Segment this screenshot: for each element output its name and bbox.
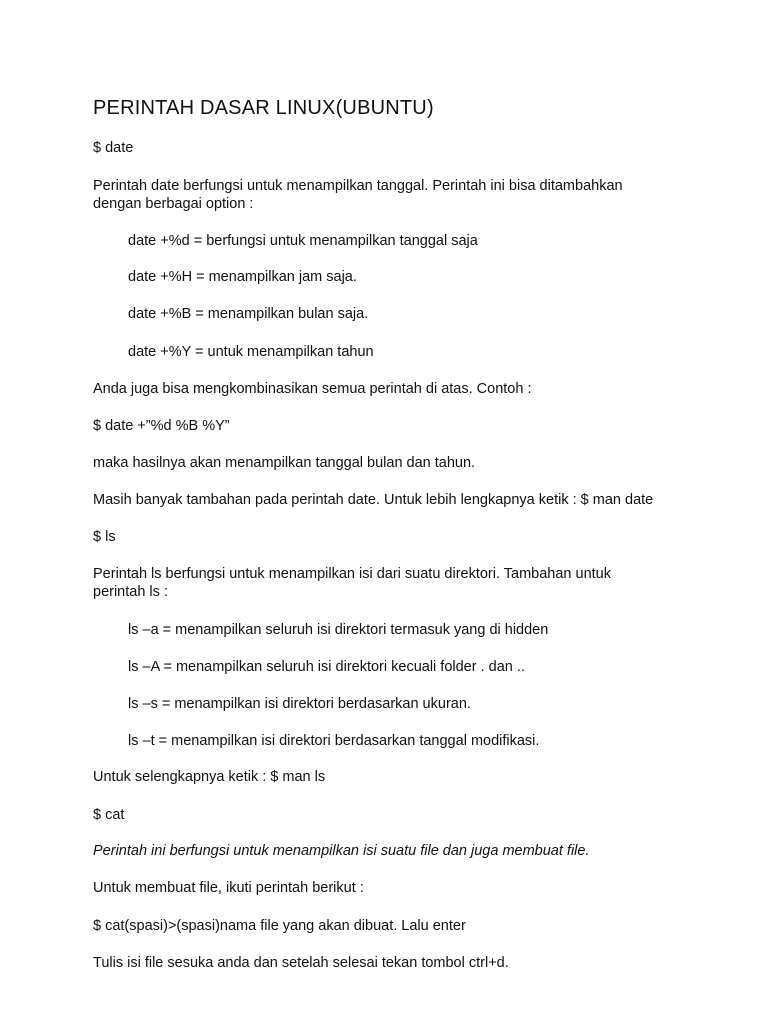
cat-command: $ cat(spasi)>(spasi)nama file yang akan dibuat. Lalu enter bbox=[93, 918, 466, 934]
ls-option-A: ls –A = menampilkan seluruh isi direktori kecuali folder . dan .. bbox=[128, 659, 525, 675]
date-heading: $ date bbox=[93, 140, 134, 156]
date-option-h: date +%H = menampilkan jam saja. bbox=[128, 269, 357, 285]
cat-description: Perintah ini berfungsi untuk menampilkan isi suatu file dan juga membuat file. bbox=[93, 843, 590, 859]
ls-heading: $ ls bbox=[93, 529, 116, 545]
date-option-y: date +%Y = untuk menampilkan tahun bbox=[128, 344, 374, 360]
ls-option-s: ls –s = menampilkan isi direktori berdasarkan ukuran. bbox=[128, 696, 471, 712]
cat-heading: $ cat bbox=[93, 807, 125, 823]
ls-intro-line-2: perintah ls : bbox=[93, 584, 168, 600]
ls-more-text: Untuk selengkapnya ketik : $ man ls bbox=[93, 769, 326, 785]
ls-option-a: ls –a = menampilkan seluruh isi direktori termasuk yang di hidden bbox=[128, 622, 549, 638]
date-result-text: maka hasilnya akan menampilkan tanggal bulan dan tahun. bbox=[93, 455, 476, 471]
cat-make-file-text: Untuk membuat file, ikuti perintah berikut : bbox=[93, 880, 364, 896]
date-option-d: date +%d = berfungsi untuk menampilkan tanggal saja bbox=[128, 233, 478, 249]
date-example: $ date +”%d %B %Y” bbox=[93, 418, 230, 434]
date-combine-text: Anda juga bisa mengkombinasikan semua perintah di atas. Contoh : bbox=[93, 381, 532, 397]
date-more-text: Masih banyak tambahan pada perintah date. Untuk lebih lengkapnya ketik : $ man date bbox=[93, 492, 654, 508]
date-option-b: date +%B = menampilkan bulan saja. bbox=[128, 306, 369, 322]
page-title: PERINTAH DASAR LINUX(UBUNTU) bbox=[93, 97, 434, 119]
date-intro-line-2: dengan berbagai option : bbox=[93, 196, 254, 212]
date-intro-line-1: Perintah date berfungsi untuk menampilkan tanggal. Perintah ini bisa ditambahkan bbox=[93, 178, 623, 194]
ls-intro-line-1: Perintah ls berfungsi untuk menampilkan isi dari suatu direktori. Tambahan untuk bbox=[93, 566, 611, 582]
cat-finish-text: Tulis isi file sesuka anda dan setelah selesai tekan tombol ctrl+d. bbox=[93, 955, 509, 971]
ls-option-t: ls –t = menampilkan isi direktori berdasarkan tanggal modifikasi. bbox=[128, 733, 540, 749]
